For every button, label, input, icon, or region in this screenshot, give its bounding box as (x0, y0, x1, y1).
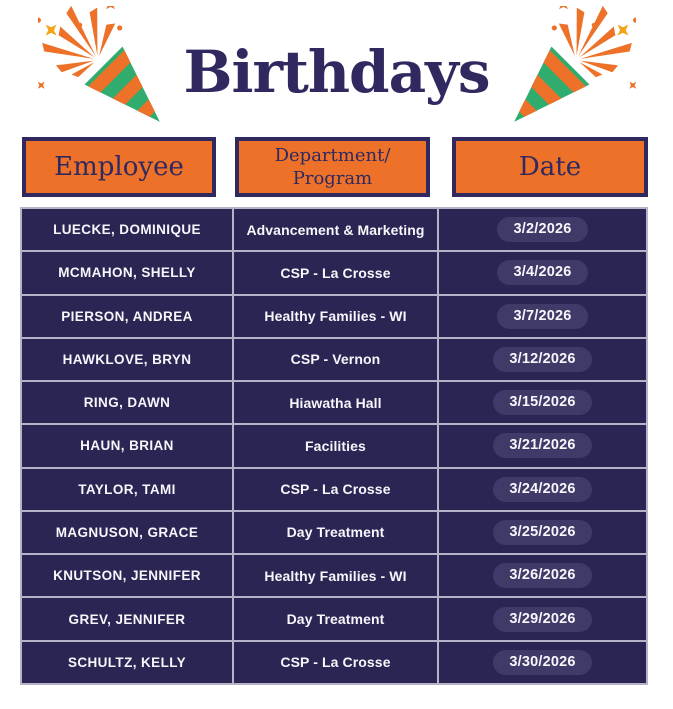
date-cell (439, 296, 646, 337)
table-row (22, 382, 646, 423)
table-row (22, 252, 646, 293)
page-title: Birthdays (183, 38, 490, 106)
table-row (22, 425, 646, 466)
employee-cell: PIERSON, ANDREA (22, 296, 232, 337)
employee-cell: MCMAHON, SHELLY (22, 252, 232, 293)
date-badge: 3/12/2026 (493, 347, 591, 372)
table-row (22, 642, 646, 683)
date-badge: 3/2/2026 (497, 217, 587, 242)
date-cell (439, 512, 646, 553)
employee-cell: HAUN, BRIAN (22, 425, 232, 466)
department-cell: CSP - La Crosse (234, 252, 437, 293)
department-cell: Day Treatment (234, 512, 437, 553)
employee-cell: GREV, JENNIFER (22, 598, 232, 639)
date-cell (439, 425, 646, 466)
date-badge: 3/26/2026 (493, 563, 591, 588)
table-row (22, 555, 646, 596)
date-badge: 3/21/2026 (493, 433, 591, 458)
date-header-label: Date (518, 152, 582, 182)
date-cell (439, 642, 646, 683)
date-cell (439, 555, 646, 596)
employee-cell: MAGNUSON, GRACE (22, 512, 232, 553)
department-cell: CSP - La Crosse (234, 642, 437, 683)
date-badge: 3/4/2026 (497, 260, 587, 285)
department-cell: CSP - Vernon (234, 339, 437, 380)
department-cell: CSP - La Crosse (234, 469, 437, 510)
date-column-header (452, 137, 648, 197)
date-badge: 3/29/2026 (493, 607, 591, 632)
date-badge: 3/30/2026 (493, 650, 591, 675)
department-header-label-line2: Program (292, 168, 373, 189)
birthdays-table (20, 207, 648, 685)
department-cell: Advancement & Marketing (234, 209, 437, 250)
date-badge: 3/7/2026 (497, 304, 587, 329)
employee-cell: HAWKLOVE, BRYN (22, 339, 232, 380)
table-row (22, 469, 646, 510)
employee-cell: RING, DAWN (22, 382, 232, 423)
date-badge: 3/25/2026 (493, 520, 591, 545)
department-header-label-line1: Department/ (274, 145, 391, 166)
employee-cell: LUECKE, DOMINIQUE (22, 209, 232, 250)
date-badge: 3/15/2026 (493, 390, 591, 415)
department-cell: Facilities (234, 425, 437, 466)
date-cell (439, 598, 646, 639)
table-row (22, 209, 646, 250)
employee-cell: SCHULTZ, KELLY (22, 642, 232, 683)
employee-cell: KNUTSON, JENNIFER (22, 555, 232, 596)
department-cell: Healthy Families - WI (234, 296, 437, 337)
department-cell: Hiawatha Hall (234, 382, 437, 423)
date-cell (439, 469, 646, 510)
date-cell (439, 209, 646, 250)
date-cell (439, 339, 646, 380)
department-cell: Day Treatment (234, 598, 437, 639)
table-row (22, 296, 646, 337)
table-row (22, 339, 646, 380)
department-column-header (235, 137, 430, 197)
date-cell (439, 252, 646, 293)
table-row (22, 598, 646, 639)
employee-cell: TAYLOR, TAMI (22, 469, 232, 510)
table-row (22, 512, 646, 553)
employee-header-label: Employee (54, 152, 184, 182)
employee-column-header (22, 137, 216, 197)
date-cell (439, 382, 646, 423)
date-badge: 3/24/2026 (493, 477, 591, 502)
department-cell: Healthy Families - WI (234, 555, 437, 596)
